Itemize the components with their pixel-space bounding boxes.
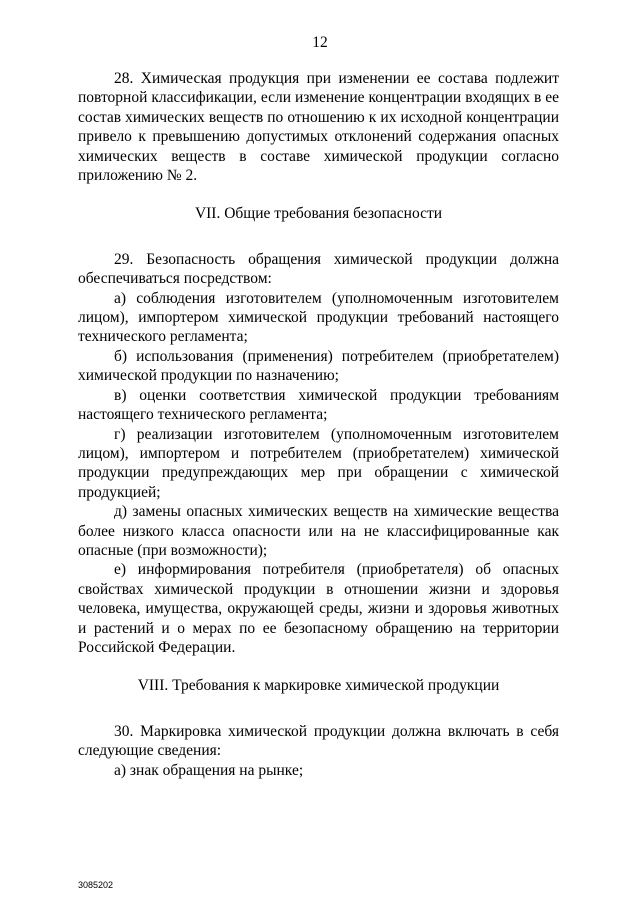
list-item-b: б) использования (применения) потребителем (приобретателем) химической продукции по назначению; bbox=[78, 347, 559, 385]
list-item-d: д) замены опасных химических веществ на химические вещества более низкого класса опасности или на не классифицированные как опасные (при возможности); bbox=[78, 503, 559, 559]
list-item-a: а) соблюдения изготовителем (уполномоченным изготовителем лицом), импортером химической продукции требований настоящего технического регламента; bbox=[78, 289, 559, 346]
page-number: 12 bbox=[312, 34, 328, 51]
paragraph-30: 30. Маркировка химической продукции должна включать в себя следующие сведения: bbox=[78, 722, 559, 760]
section-heading-vii: VII. Общие требования безопасности bbox=[194, 205, 443, 223]
paragraph-28: 28. Химическая продукция при изменении ее состава подлежит повторной классификации, если изменение концентрации входящих в ее состав химических веществ по отношению к их исходной концентрации привело к превышению допустимых отклонений содержания опасных химических веществ в составе химической продукции согласно приложению № 2. bbox=[78, 70, 559, 185]
list-item-g: г) реализации изготовителем (уполномоченным изготовителем лицом), импортером и потребителем (приобретателем) химической продукции предупреждающих мер при обращении с химической продукцией; bbox=[78, 425, 559, 501]
list-item-a-marking: а) знак обращения на рынке; bbox=[114, 761, 304, 779]
paragraph-29: 29. Безопасность обращения химической продукции должна обеспечиваться посредством: bbox=[78, 250, 559, 288]
document-code: 3085202 bbox=[78, 880, 114, 890]
list-item-e: е) информирования потребителя (приобретателя) об опасных свойствах химической продукции в отношении жизни и здоровья человека, имущества, окружающей среды, жизни и здоровья животных и растений и о мерах по ее безопасному обращению на территории Российской Федерации. bbox=[78, 561, 559, 656]
list-item-v: в) оценки соответствия химической продукции требованиям настоящего технического регламента; bbox=[78, 386, 559, 424]
document-body bbox=[78, 69, 559, 780]
section-heading-viii: VIII. Требования к маркировке химической продукции bbox=[137, 677, 500, 695]
